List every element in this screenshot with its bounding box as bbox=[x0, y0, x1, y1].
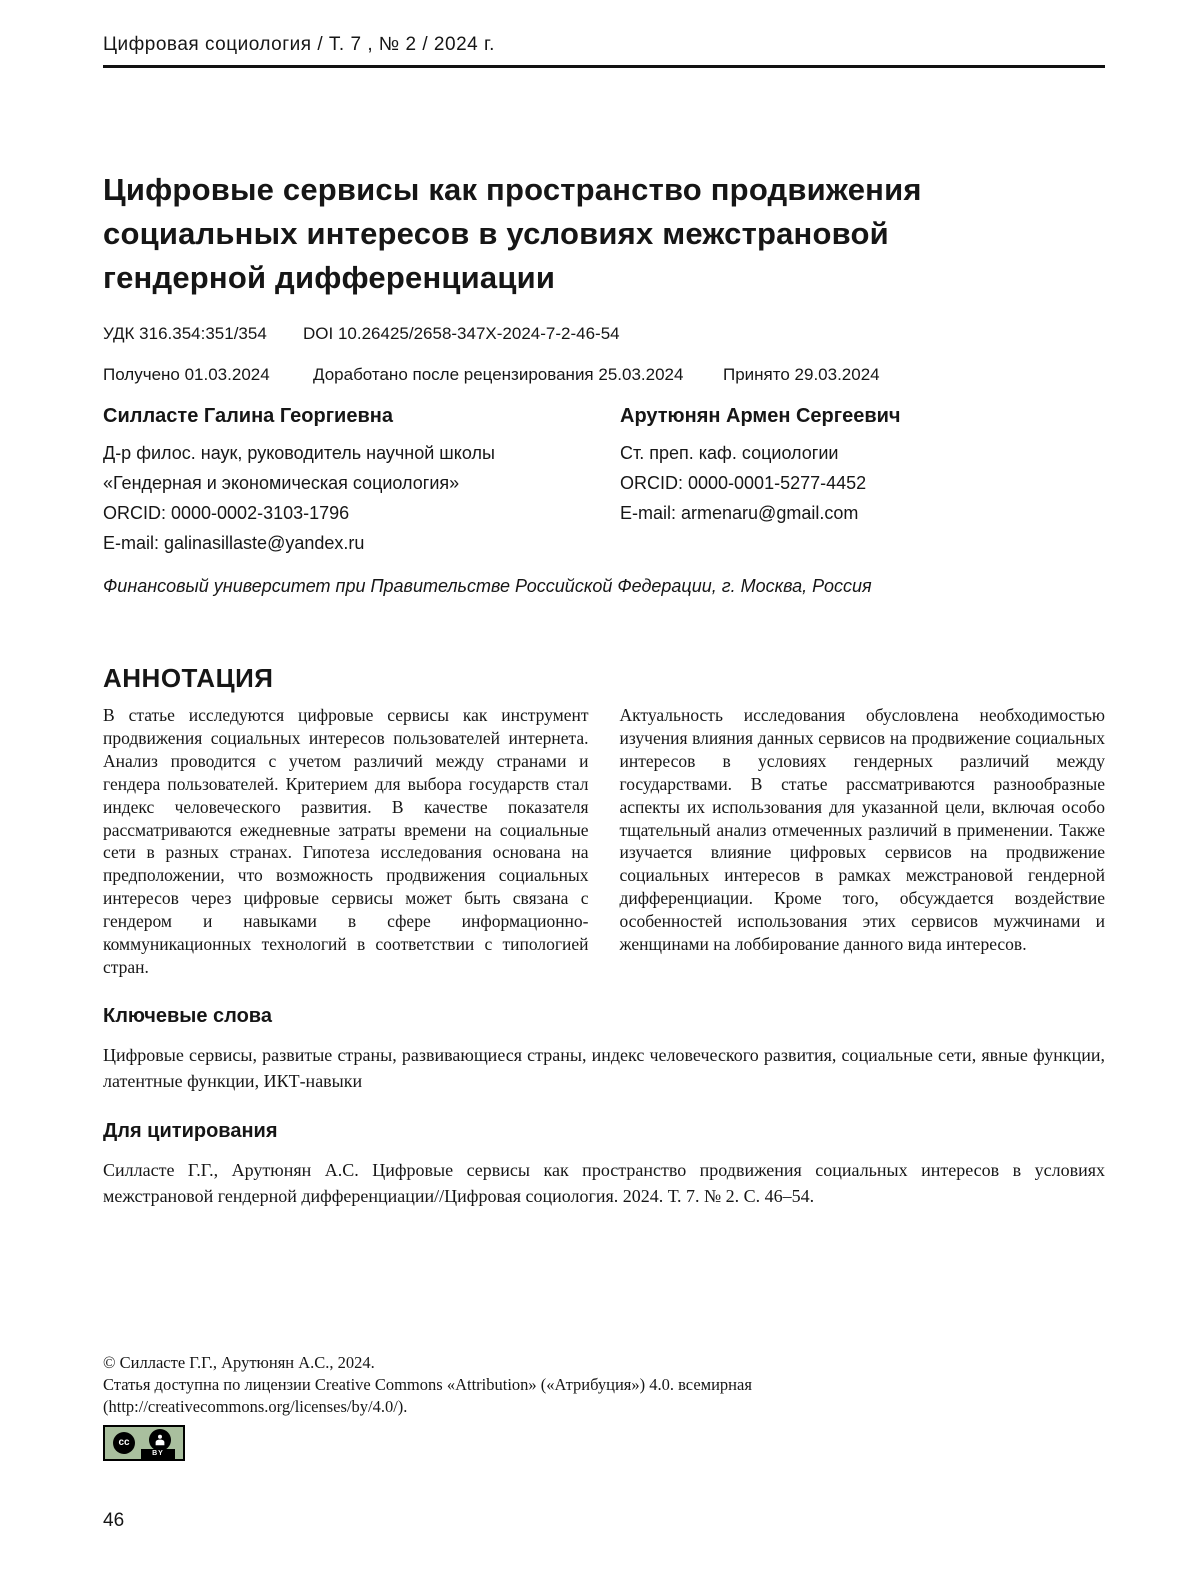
keywords-heading: Ключевые слова bbox=[103, 1004, 272, 1027]
author-1-position: Д-р филос. наук, руководитель научной школы «Гендерная и экономическая социология» bbox=[103, 443, 495, 493]
cc-by-license-badge bbox=[103, 1425, 185, 1461]
keywords-text: Цифровые сервисы, развитые страны, развивающиеся страны, индекс человеческого развития, социальные сети, явные функции, латентные функции, ИКТ-навыки bbox=[103, 1044, 1105, 1091]
by-label: BY bbox=[141, 1449, 175, 1459]
article-title bbox=[103, 168, 1105, 300]
affiliation: Финансовый университет при Правительстве Российской Федерации, г. Москва, Россия bbox=[103, 576, 872, 596]
abstract-heading: АННОТАЦИЯ bbox=[103, 663, 274, 693]
copyright-block bbox=[103, 1352, 1105, 1461]
udc-number: УДК 316.354:351/354 bbox=[103, 324, 267, 343]
author-1-name: Силласте Галина Георгиевна bbox=[103, 405, 393, 427]
abstract-body bbox=[103, 704, 1105, 979]
doi-number: DOI 10.26425/2658-347X-2024-7-2-46-54 bbox=[303, 324, 620, 343]
article-title-line-1: Цифровые сервисы как пространство продвижения bbox=[103, 172, 922, 207]
accepted-date: Принято 29.03.2024 bbox=[723, 365, 880, 384]
author-1-orcid: ORCID: 0000-0002-3103-1796 bbox=[103, 503, 350, 523]
abstract-column-right: Актуальность исследования обусловлена необходимостью изучения влияния данных сервисов на продвижение социальных интересов в условиях гендерных различий между государствами. В статье рассматриваются разнообразные аспекты их использования для указанной цели, включая особо тщательный анализ отмеченных различий в применении. Также изучается влияние цифровых сервисов на продвижение социальных интересов в рамках межстрановой гендерной дифференциации. Кроме того, обсуждается воздействие особенностей использования этих сервисов мужчинами и женщинами на лоббирование данного вида интересов. bbox=[619, 705, 1105, 955]
udc-doi-row bbox=[103, 324, 1105, 344]
running-head: Цифровая социология / Т. 7 , № 2 / 2024 г. bbox=[103, 0, 1105, 68]
author-2-email: E-mail: armenaru@gmail.com bbox=[620, 503, 859, 523]
author-1-email: E-mail: galinasillaste@yandex.ru bbox=[103, 533, 365, 553]
license-line-2: (http://creativecommons.org/licenses/by/4.0/). bbox=[103, 1397, 408, 1416]
author-2-orcid: ORCID: 0000-0001-5277-4452 bbox=[620, 473, 867, 493]
authors-block bbox=[103, 405, 1105, 558]
copyright-line: © Силласте Г.Г., Арутюнян А.С., 2024. bbox=[103, 1353, 375, 1372]
dates-row bbox=[103, 365, 1105, 385]
article-title-line-3: гендерной дифференциации bbox=[103, 260, 556, 295]
article-title-line-2: социальных интересов в условиях межстрановой bbox=[103, 216, 889, 251]
license-line-1: Статья доступна по лицензии Creative Commons «Attribution» («Атрибуция») 4.0. всемирная bbox=[103, 1375, 752, 1394]
author-2 bbox=[620, 405, 1105, 558]
citation-heading: Для цитирования bbox=[103, 1119, 278, 1142]
author-2-name: Арутюнян Армен Сергеевич bbox=[620, 405, 901, 427]
citation-text: Силласте Г.Г., Арутюнян А.С. Цифровые сервисы как пространство продвижения социальных интересов в условиях межстрановой гендерной дифференциации//Цифровая социология. 2024. Т. 7. № 2. С. 46–54. bbox=[103, 1159, 1105, 1206]
page-number: 46 bbox=[103, 1510, 125, 1531]
author-1 bbox=[103, 405, 620, 558]
revised-date: Доработано после рецензирования 25.03.2024 bbox=[313, 365, 684, 384]
cc-icon: cc bbox=[113, 1432, 135, 1454]
attribution-person-icon bbox=[149, 1429, 171, 1451]
received-date: Получено 01.03.2024 bbox=[103, 365, 270, 384]
author-2-position: Ст. преп. каф. социологии bbox=[620, 443, 839, 463]
abstract-column-left: В статье исследуются цифровые сервисы как инструмент продвижения социальных интересов пользователей интернета. Анализ проводится с учетом различий между странами и гендера пользователей. Критерием для выбора государств стал индекс человеческого развития. В качестве показателя рассматриваются ежедневные затраты времени на социальные сети в разных странах. Гипотеза исследования основана на предположении, что возможность продвижения социальных интересов через цифровые сервисы может быть связана с гендером и навыками в сфере информационно-коммуникационных технологий в соответствии с типологией стран. bbox=[103, 705, 589, 977]
